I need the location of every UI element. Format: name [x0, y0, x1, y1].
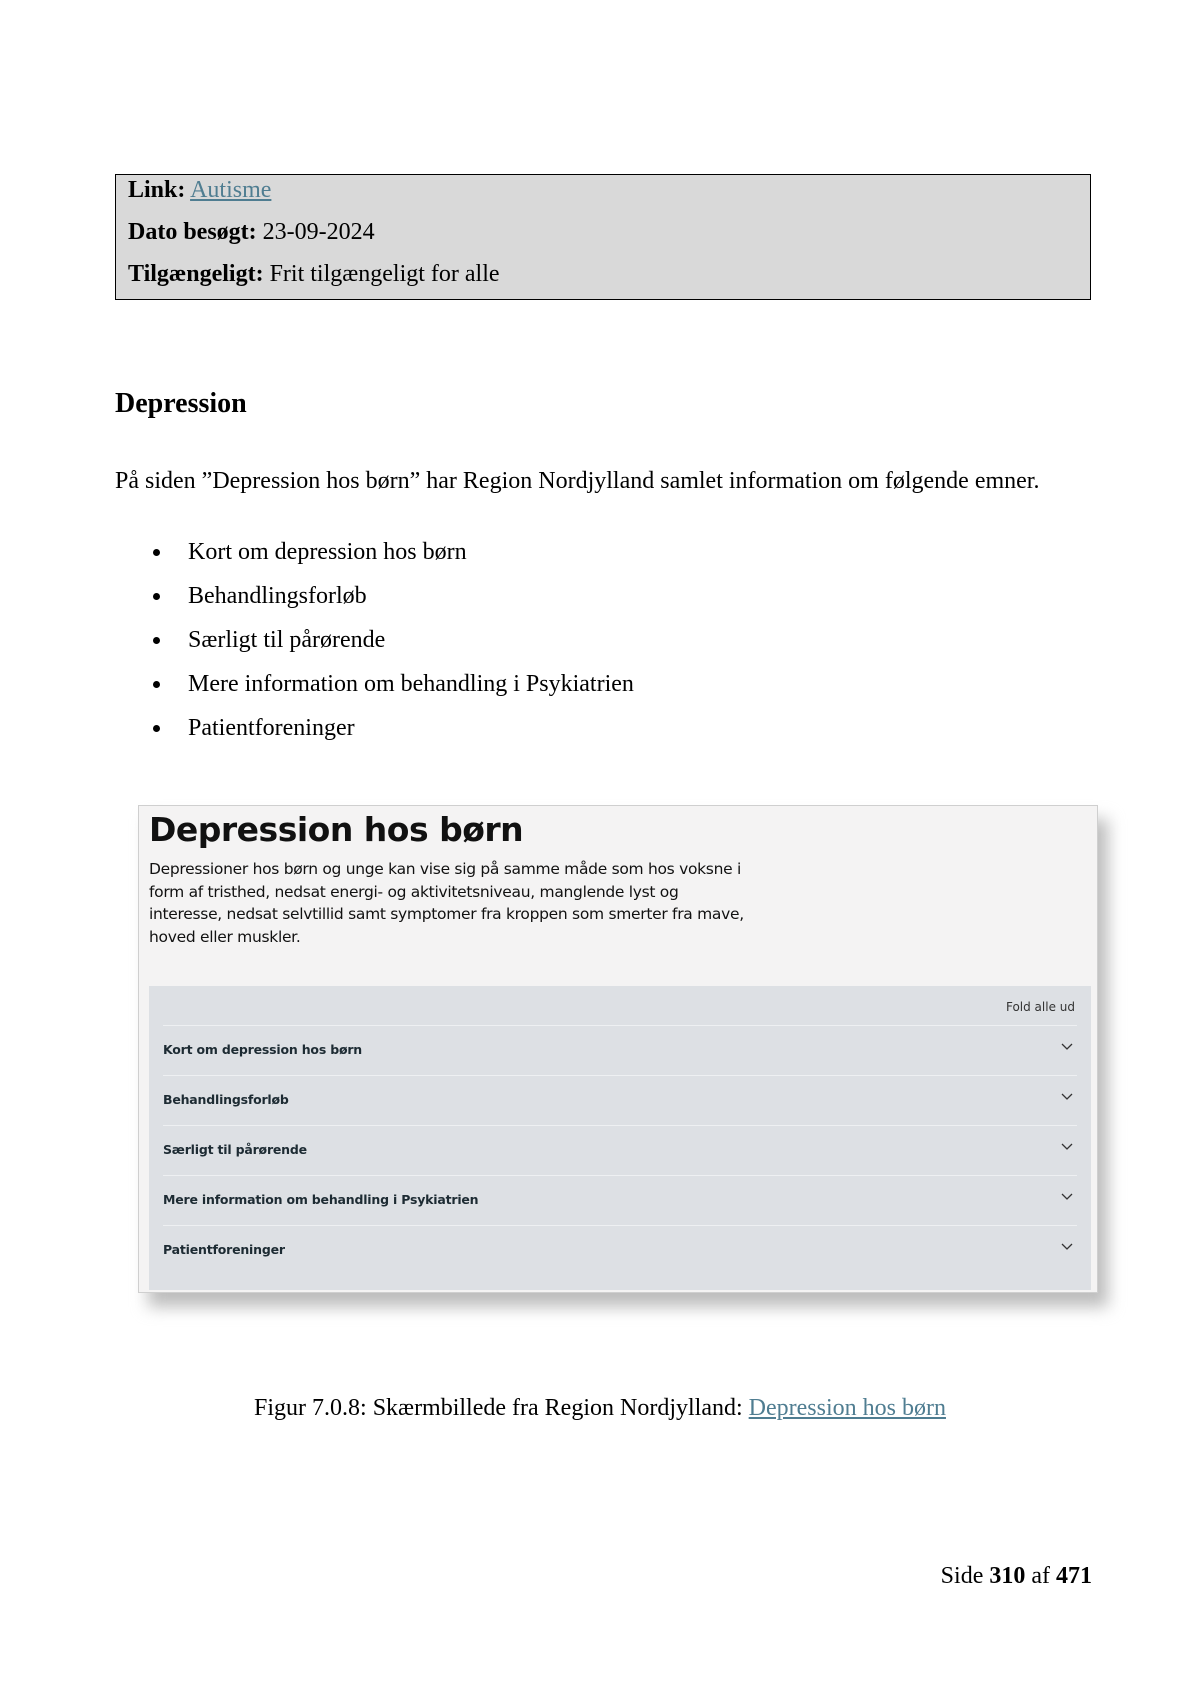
of-label: af: [1031, 1563, 1050, 1589]
screenshot-title: Depression hos børn: [149, 810, 524, 849]
accordion-item-label: Mere information om behandling i Psykiatrien: [163, 1192, 479, 1207]
topic-list: [115, 535, 634, 755]
caption-prefix: Figur 7.0.8: Skærmbillede fra Region Nordjylland:: [254, 1395, 743, 1421]
total-pages: 471: [1056, 1563, 1092, 1589]
chevron-down-icon: [1061, 1140, 1073, 1152]
access-value: Frit tilgængeligt for alle: [269, 261, 500, 287]
screenshot-frame: [138, 805, 1098, 1293]
side-label: Side: [940, 1563, 984, 1589]
visited-label: Dato besøgt:: [128, 219, 257, 245]
link-row: [128, 177, 271, 204]
accordion-item-label: Kort om depression hos børn: [163, 1042, 363, 1057]
accordion-item-label: Særligt til pårørende: [163, 1142, 307, 1157]
fold-all-button[interactable]: Fold alle ud: [1005, 1000, 1075, 1014]
embedded-screenshot: [138, 805, 1098, 1293]
list-item: Mere information om behandling i Psykiatrien: [115, 667, 634, 711]
link-label: Link:: [128, 177, 186, 203]
accordion-item[interactable]: [163, 1175, 1077, 1225]
accordion-item[interactable]: [163, 1225, 1077, 1275]
chevron-down-icon: [1061, 1090, 1073, 1102]
chevron-down-icon: [1061, 1240, 1073, 1252]
accordion-item[interactable]: [163, 1075, 1077, 1125]
list-item: Særligt til pårørende: [115, 623, 634, 667]
visited-row: [128, 219, 375, 246]
chevron-down-icon: [1061, 1190, 1073, 1202]
visited-value: 23-09-2024: [262, 219, 375, 245]
accordion-item[interactable]: [163, 1125, 1077, 1175]
list-item: Kort om depression hos børn: [115, 535, 634, 579]
intro-text: På siden ”Depression hos børn” har Region Nordjylland samlet information om følgende emner.: [115, 468, 1040, 494]
source-info-box: [115, 174, 1091, 300]
page-number: [941, 1563, 1092, 1590]
accordion-item[interactable]: [163, 1025, 1077, 1075]
accordion-item-label: Patientforeninger: [163, 1242, 285, 1257]
chevron-down-icon: [1061, 1040, 1073, 1052]
accordion-item-label: Behandlingsforløb: [163, 1092, 289, 1107]
access-label: Tilgængeligt:: [128, 261, 264, 287]
access-row: [128, 261, 500, 288]
list-item: Behandlingsforløb: [115, 579, 634, 623]
accordion-panel: [149, 986, 1091, 1290]
current-page: 310: [989, 1563, 1026, 1589]
screenshot-description: Depressioner hos børn og unge kan vise sig på samme måde som hos voksne i form af tristhed, nedsat energi- og aktivitetsniveau, manglende lyst og interesse, nedsat selvtillid samt symptomer fra kroppen som smerter fra mave, hoved eller muskler.: [149, 860, 744, 946]
autisme-link[interactable]: Autisme: [190, 177, 272, 203]
section-heading: Depression: [115, 388, 247, 419]
figure-caption: [0, 1395, 1200, 1422]
list-item: Patientforeninger: [115, 711, 634, 755]
caption-link[interactable]: Depression hos børn: [748, 1395, 946, 1421]
